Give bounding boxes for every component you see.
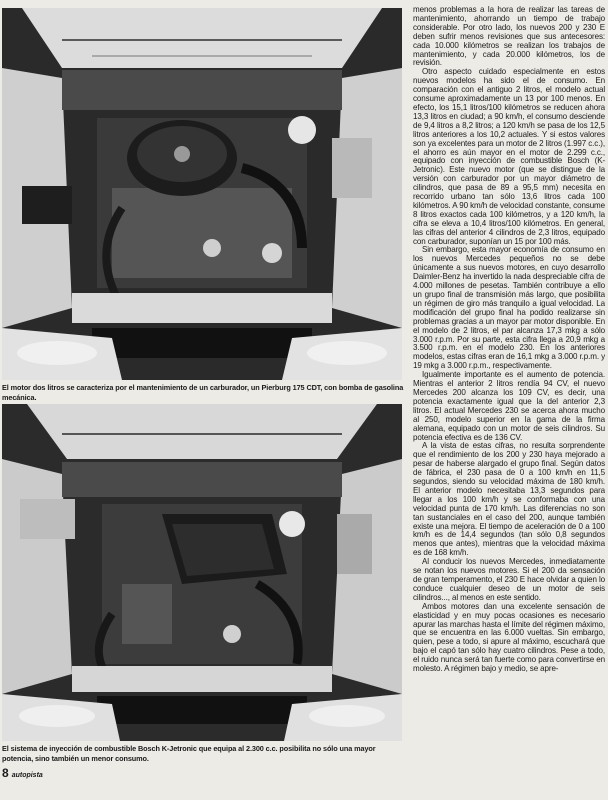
article-paragraph: Igualmente importante es el aumento de potencia. Mientras el anterior 2 litros rendía 94 CV, el nuevo Mercedes 200 alcanza los 109 CV, es decir, una potencia exactamente igual que la del anterior 2,3 litros. El actual Mercedes 230 se acerca ahora mucho al 250, modelo superior en la gama de la firma alemana, equipado con un motor de seis cilindros. Su potencia efectiva es de 136 CV. (413, 370, 605, 442)
page-number: 8 (2, 766, 9, 780)
engine-photo-carburetor (2, 8, 402, 380)
page-folio (2, 766, 43, 780)
magazine-brand: autopista (11, 772, 43, 779)
article-paragraph: Ambos motores dan una excelente sensación de elasticidad y en muy pocas ocasiones es necesario apurar las marchas hasta el límite del régimen máximo, que se encuentra en las 6.000 vueltas. Sin embargo, quien, pese a todo, si apure al máximo, escuchará que bajo el capó tan sólo hay cuatro cilindros. Pese a todo, el ruido nunca será tan fuerte como para convertirse en molesto. A régimen bajo y medio, se apre- (413, 601, 605, 674)
article-column (413, 6, 605, 794)
photo-caption-2: El sistema de inyección de combustible Bosch K-Jetronic que equipa al 2.300 c.c. posibilita no sólo una mayor potencia, sino también un menor consumo. (2, 744, 376, 763)
article-paragraph: Otro aspecto cuidado especialmente en estos nuevos modelos ha sido el de consumo. En comparación con el antiguo 2 litros, el modelo actual consume aproximadamente un 13 por 100 menos. En efecto, los 15,1 litros/100 kilómetros se reducen ahora 13,3 litros en ciudad; a 90 km/h, el consumo desciende de 9,4 litros a 8,2 litros; a 120 km/h se pasa de los 12,5 litros anteriores a los 10,2 actuales. Y si estos valores son ya excelentes para un motor de 2 litros (1.997 c.c.), el ahorro es aún mayor en el motor de 2.299 c.c., equipado con inyección de combustible Bosch (K-Jetronic). Este nuevo motor (que se distingue de la versión con carburador por un mayor diámetro de cilindros, que pasa de 89 a 95,5 mm) necesita en recorrido urbano tan sólo 13,6 litros cada 100 kilómetros. A 90 km/h de velocidad constante, consume 8 litros exactos cada 100 kilómetros, y a 120 km/h, la cifra se eleva a 10,4 litros/100 kilómetros. En general, las cifras del anterior 4 cilindros de 2,3 litros, equipado con carburador, suponían un 15 por 100 más. (413, 67, 605, 246)
article-paragraph: Al conducir los nuevos Mercedes, inmediatamente se notan los nuevos motores. Si el 200 da sensación de gran temperamento, el 230 E hace olvidar a quien lo conduce cualquier deseo de un motor de seis cilindros..., al menos en este sentido. (413, 557, 605, 602)
article-paragraph: menos problemas a la hora de realizar las tareas de mantenimiento, ahorrando un tiempo de trabajo considerable. Por otro lado, los nuevos 200 y 230 E deben sufrir menos revisiones que sus antecesores: cada 10.000 kilómetros se realizan los trabajos de mantenimiento, y cada 20.000 kilómetros, los de revisión. (413, 6, 605, 68)
article-paragraph: A la vista de estas cifras, no resulta sorprendente que el rendimiento de los 200 y 230 haya mejorado a pesar de haberse alargado el grupo final. Según datos de fábrica, el 230 pasa de 0 a 100 km/h en 11,5 segundos, siendo su velocidad máxima de 180 km/h. El anterior modelo necesitaba 13,3 segundos para llegar a los 100 km/h y se conformaba con una velocidad punta de 170 km/h. Las diferencias no son tan sustanciales en el caso del 200, aunque también existe una mejora. El tiempo de aceleración de 0 a 100 km/h es de 14,4 segundos (tan sólo 0,8 segundos menos que antes), mientras que la velocidad máxima es de 168 km/h. (413, 441, 605, 558)
photo-caption-1: El motor dos litros se caracteriza por el mantenimiento de un carburador, un Pierburg 175 CDT, con bomba de gasolina mecánica. (2, 383, 404, 402)
engine-photo-injection (2, 404, 402, 741)
article-paragraph: Sin embargo, esta mayor economía de consumo en los nuevos Mercedes pequeños no se debe únicamente a sus nuevos motores, en cuyo desarrollo Daimler-Benz ha invertido la nada despreciable cifra de 4.000 millones de pesetas. También contribuye a ello un grupo final de transmisión más largo, que posibilita un régimen de giro más tranquilo a igual velocidad. La modificación del grupo final ha podido realizarse sin problemas gracias a un mayor par motor disponible. En el modelo de 2 litros, el par alcanza 17,3 mkg a sólo 3.000 r.p.m. Por su parte, esta cifra llega a 20,9 mkg a 3.500 r.p.m. en el modelo 230. En los anteriores modelos, estas cifras eran de 16,1 mkg a 3.000 r.p.m. y 19 mkg a 3.000 r.p.m., respectivamente. (413, 245, 605, 371)
